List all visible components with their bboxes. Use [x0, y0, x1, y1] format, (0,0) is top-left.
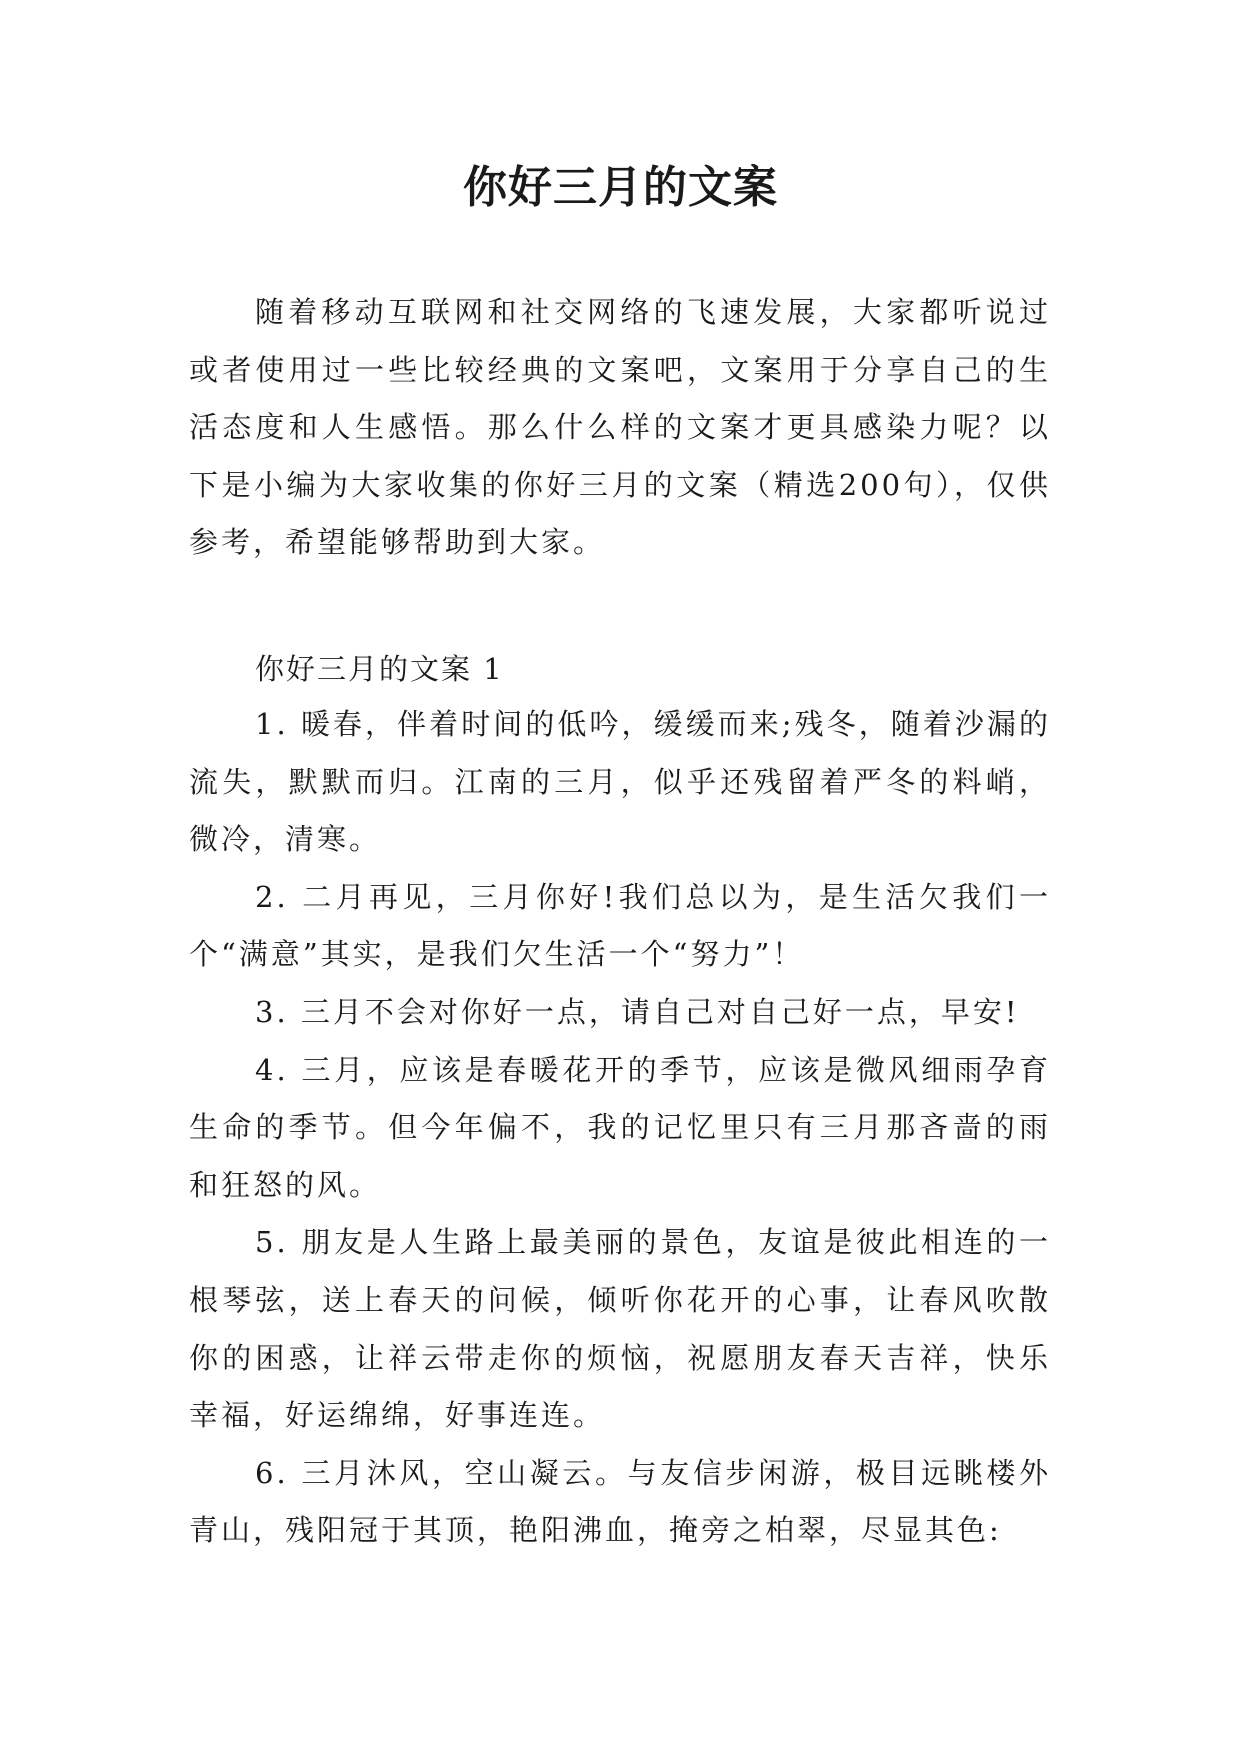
item-list — [189, 696, 1051, 1560]
list-item: 5. 朋友是人生路上最美丽的景色，友谊是彼此相连的一根琴弦，送上春天的问候，倾听你花开的心事，让春风吹散你的困惑，让祥云带走你的烦恼，祝愿朋友春天吉祥，快乐幸福，好运绵绵，好事连连。 — [189, 1225, 1051, 1433]
list-item: 1. 暖春，伴着时间的低吟，缓缓而来;残冬，随着沙漏的流失，默默而归。江南的三月，似乎还残留着严冬的料峭，微冷，清寒。 — [189, 707, 1051, 857]
list-item: 6. 三月沐风，空山凝云。与友信步闲游，极目远眺楼外青山，残阳冠于其顶，艳阳沸血，掩旁之柏翠，尽显其色: — [189, 1455, 1051, 1548]
list-item: 2. 二月再见，三月你好!我们总以为，是生活欠我们一个“满意”其实，是我们欠生活一个“努力”！ — [189, 879, 1051, 972]
list-item: 4. 三月，应该是春暖花开的季节，应该是微风细雨孕育生命的季节。但今年偏不，我的记忆里只有三月那吝啬的雨和狂怒的风。 — [189, 1052, 1051, 1202]
intro-paragraph: 随着移动互联网和社交网络的飞速发展，大家都听说过或者使用过一些比较经典的文案吧，文案用于分享自己的生活态度和人生感悟。那么什么样的文案才更具感染力呢？以下是小编为大家收集的你好三月的文案（精选200句），仅供参考，希望能够帮助到大家。 — [189, 295, 1051, 560]
list-item: 3. 三月不会对你好一点，请自己对自己好一点，早安! — [255, 994, 1020, 1029]
section-heading: 你好三月的文案 1 — [255, 652, 504, 686]
document-title: 你好三月的文案 — [463, 162, 778, 213]
